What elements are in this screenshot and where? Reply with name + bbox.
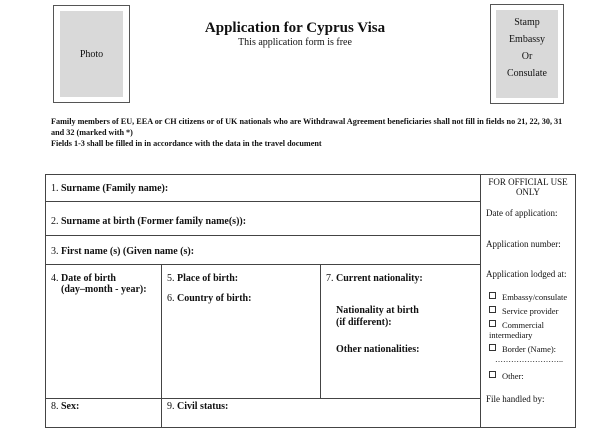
checkbox-icon [489,320,496,327]
field-5-label: Place of birth: [177,273,239,284]
field-7-label: Current nationality: [336,273,423,284]
field-2-number: 2. [51,216,59,227]
field-6-number: 6. [167,293,175,304]
stamp-placeholder [496,10,558,98]
field-place-country-birth[interactable] [161,264,321,399]
stamp-line-4: Consulate [507,68,547,79]
field-first-names[interactable] [45,235,481,265]
date-of-application-label: Date of application: [486,208,558,218]
option-service-provider-label: Service provider [502,306,559,316]
field-date-of-birth[interactable] [45,264,162,399]
option-embassy-label: Embassy/consulate [502,292,568,302]
stamp-box [490,4,564,104]
photo-label: Photo [79,48,104,60]
field-8-number: 8. [51,401,59,412]
stamp-line-3: Or [521,51,533,62]
instructions-notice [51,116,571,149]
application-form [45,174,575,414]
field-5-number: 5. [167,273,175,284]
option-commercial-intermediary[interactable] [489,320,573,340]
field-9-label: Civil status: [177,401,229,412]
field-sex[interactable] [45,398,162,428]
official-use-panel [480,174,576,428]
option-commercial-label: Commercial intermediary [489,320,545,340]
field-7b-sublabel: (if different): [336,317,392,328]
field-2-label: Surname at birth (Former family name(s)): [61,216,247,227]
option-embassy[interactable] [489,292,567,302]
field-1-label: Surname (Family name): [61,183,169,194]
checkbox-icon [489,344,496,351]
option-other-label: Other: [502,371,524,381]
option-border[interactable] [489,344,556,354]
field-4-number: 4. [51,273,59,284]
field-9-number: 9. [167,401,175,412]
file-handled-by-label: File handled by: [486,394,545,404]
field-3-number: 3. [51,246,59,257]
field-surname-at-birth[interactable] [45,201,481,236]
field-3-label: First name (s) (Given name (s): [61,246,195,257]
option-other[interactable] [489,371,524,381]
field-nationality[interactable] [320,264,481,399]
lodged-at-label: Application lodged at: [486,269,567,279]
border-name-dotted-line: …………………….. [495,355,563,364]
checkbox-icon [489,292,496,299]
stamp-line-1: Stamp [514,17,540,28]
field-civil-status[interactable] [161,398,481,428]
photo-placeholder [60,11,123,97]
field-4-label: Date of birth [61,273,116,284]
field-7-number: 7. [326,273,334,284]
field-1-number: 1. [51,183,59,194]
option-service-provider[interactable] [489,306,558,316]
stamp-line-2: Embassy [508,34,546,45]
form-header [140,20,450,48]
photo-box [53,5,130,103]
checkbox-icon [489,371,496,378]
field-surname[interactable] [45,174,481,202]
notice-line-2: Fields 1-3 shall be filled in in accordance with the data in the travel document [51,139,322,148]
field-7c-label: Other nationalities: [336,344,420,355]
form-subtitle: This application form is free [238,37,352,48]
option-border-label: Border (Name): [502,344,557,354]
checkbox-icon [489,306,496,313]
notice-line-1: Family members of EU, EEA or CH citizens or of UK nationals who are Withdrawal Agreement beneficiaries shall not fill in fields no 21, 22, 30, 31 and 32 (marked with *) [51,117,563,137]
field-8-label: Sex: [61,401,80,412]
official-use-heading: FOR OFFICIAL USE ONLY [488,177,568,197]
field-6-label: Country of birth: [177,293,252,304]
field-4-sublabel: (day–month - year): [61,284,147,295]
application-number-label: Application number: [486,239,561,249]
field-7b-label: Nationality at birth [336,305,419,316]
form-title: Application for Cyprus Visa [204,20,386,36]
